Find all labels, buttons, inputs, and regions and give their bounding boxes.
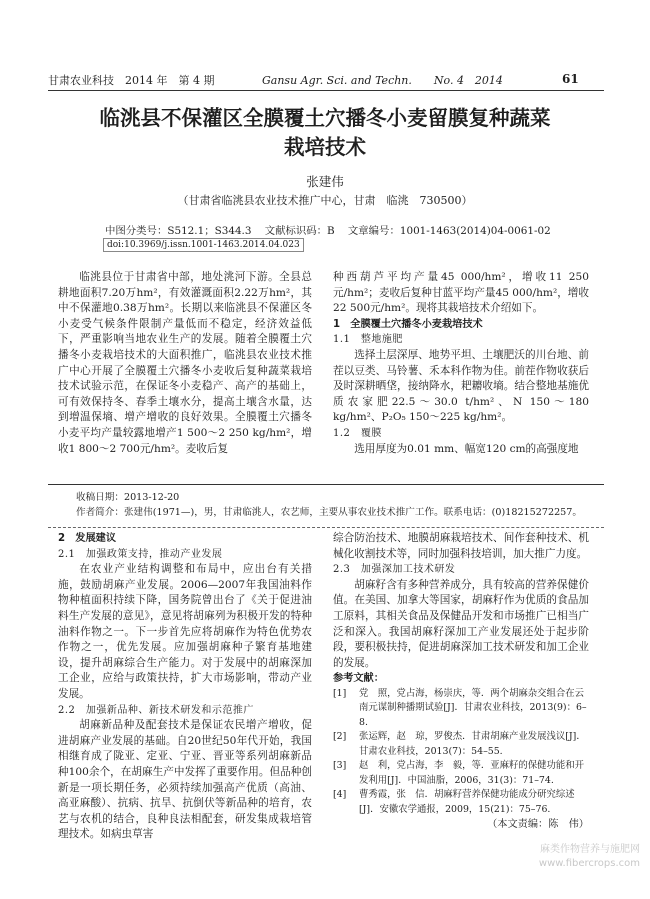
editor-note: （本文责编：陈 伟） [487, 819, 589, 831]
header-rule [48, 90, 604, 91]
author-name: 张建伟 [306, 174, 344, 189]
section-1-2-text: 选用厚度为0.01 mm、幅宽120 cm的高强度地 [354, 442, 579, 455]
journal-header-en: Gansu Agr. Sci. and Techn. No. 4 2014 [262, 74, 503, 87]
section-1-heading: 1 全膜覆土穴播冬小麦栽培技术 [333, 318, 483, 330]
title-line-1: 临洮县不保灌区全膜覆土穴播冬小麦留膜复种蔬菜 [99, 106, 551, 130]
reference-item: [4] 曹秀霞，张 信．胡麻籽营养保健功能成分研究综述[J]．安徽农学通报，2009，15(21)：75–76. [333, 789, 575, 815]
body-left-column [58, 531, 312, 843]
section-2-heading: 2 发展建议 [58, 533, 117, 544]
intro-right-column [333, 270, 589, 457]
journal-header-cn: 甘肃农业科技 2014 年 第 4 期 [48, 74, 215, 87]
clc-number: 中图分类号：S512.1；S344.3 [105, 225, 252, 237]
footnote [76, 490, 606, 520]
site-watermark [539, 843, 640, 871]
reference-item: [1] 党 照，党占海，杨崇庆，等．两个胡麻杂交组合在云南元谋制种播期试验[J]．甘肃农业科技，2013(9)：6–8. [333, 687, 587, 728]
body-right-column [333, 531, 589, 833]
intro-continuation: 种西葫芦平均产量45 000/hm²，增收11 250元/hm²；麦收后复种甘蓝平均产量45 000/hm²，增收22 500元/hm²。现将其栽培技术介绍如下。 [333, 271, 589, 315]
section-2-1-text: 在农业产业结构调整和布局中，应出台有关措施，鼓励胡麻产业发展。2006—2007年我国油料作物种植面积持续下降，国务院曾出台了《关于促进油料生产发展的意见》，意见将胡麻列为积极开发的特种油料作物之一。下一步首先应将胡麻作为特色优势农作物之一，优先发展。应加强胡麻种子繁育基地建设，提升胡麻综合生产能力。对于发展中的胡麻深加工企业，应给与政策扶持，扩大市场影响，带动产业发展。 [58, 563, 312, 700]
watermark-url: www.fibercrops.com [538, 858, 640, 869]
section-2-2-continuation: 综合防治技术、地膜胡麻栽培技术、间作套种技术、机械化收割技术等，同时加强科技培训，加大推广力度。 [333, 532, 589, 560]
section-2-2-text: 胡麻新品种及配套技术是保证农民增产增收，促进胡麻产业发展的基础。自20世纪50年代开始，我国相继育成了陇亚、定亚、宁亚、晋亚等系列胡麻新品种100余个，在胡麻生产中发挥了重要作用。但品种创新是一项长期任务，必须持续加强高产优质（高油、高亚麻酸）、抗病、抗旱、抗倒伏等新品种的培育，农艺与农机的结合，良种良法相配套，研发集成栽培管理技术。如病虫草害 [58, 719, 312, 841]
intro-left-column [58, 270, 312, 457]
page-number: 61 [562, 72, 579, 86]
page-break-divider [48, 527, 604, 528]
document-code: 文献标识码：B [264, 225, 335, 237]
watermark-name: 麻类作物营养与施肥网 [540, 844, 640, 855]
author-affiliation: （甘肃省临洮县农业技术推广中心，甘肃 临洮 730500） [177, 194, 473, 207]
article-metadata [105, 222, 551, 237]
section-1-1-heading: 1.1 整地施肥 [333, 334, 403, 346]
reference-item: [3] 赵 利，党占海，李 毅，等．亚麻籽的保健功能和开发利用[J]．中国油脂，2006，31(3)：71–74. [333, 760, 585, 786]
intro-paragraph: 临洮县位于甘肃省中部，地处洮河下游。全县总耕地面积7.20万hm²，有效灌溉面积2.22万hm²，其中不保灌地0.38万hm²。长期以来临洮县不保灌区冬小麦受气候条件限制产量低而不稳定，经济效益低下，严重影响当地农业生产的发展。随着全膜覆土穴播冬小麦栽培技术的大面积推广，临洮县农业技术推广中心开展了全膜覆土穴播冬小麦收后复种蔬菜栽培技术试验示范，在保证冬小麦稳产、高产的基础上，可有效保持冬、春季土壤水分，提高土壤含水量，达到增温保墒、增产增收的良好效果。全膜覆土穴播冬小麦平均产量较露地增产1 500～2 250 kg/hm²，增收1 800～2 700元/hm²。麦收后复 [58, 271, 312, 455]
title-line-2: 栽培技术 [284, 135, 366, 159]
article-number: 文章编号：1001-1463(2014)04-0061-02 [347, 225, 551, 237]
section-1-1-text: 选择土层深厚、地势平坦、土壤肥沃的川台地、前茬以豆类、马铃薯、禾本科作物为佳。前茬作物收获后及时深耕晒垡，接纳降水，耙耱收墒。结合整地基施优质农家肥22.5～30.0 t/hm²、N 150～180 kg/hm²、P₂O₅ 150～225 kg/hm²。 [333, 348, 589, 424]
references-heading: 参考文献： [333, 673, 384, 685]
received-date: 收稿日期：2013-12-20 [76, 492, 180, 503]
section-2-1-heading: 2.1 加强政策支持，推动产业发展 [58, 548, 223, 560]
doi: doi:10.3969/j.issn.1001-1463.2014.04.023 [103, 238, 304, 252]
reference-item: [2] 张运辉，赵 琼，罗俊杰．甘肃胡麻产业发展浅议[J]．甘肃农业科技，2013(7)：54–55. [333, 731, 586, 757]
article-title [40, 104, 610, 162]
section-1-2-heading: 1.2 覆膜 [333, 427, 382, 439]
author-bio: 作者简介：张建伟(1971—)，男，甘肃临洮人，农艺师，主要从事农业技术推广工作。联系电话：(0)18215272257。 [76, 507, 582, 518]
section-2-2-heading: 2.2 加强新品种、新技术研发和示范推广 [58, 704, 254, 716]
section-2-3-text: 胡麻籽含有多种营养成分，具有较高的营养保健价值。在美国、加拿大等国家，胡麻籽作为优质的食品加工原料，其相关食品及保健品开发和市场推广已相当广泛和深入。我国胡麻籽深加工产业发展还处于起步阶段，要积极扶持，促进胡麻深加工技术研发和加工企业的发展。 [333, 578, 589, 669]
section-2-3-heading: 2.3 加强深加工技术研发 [333, 564, 456, 576]
footnote-rule [48, 484, 604, 485]
